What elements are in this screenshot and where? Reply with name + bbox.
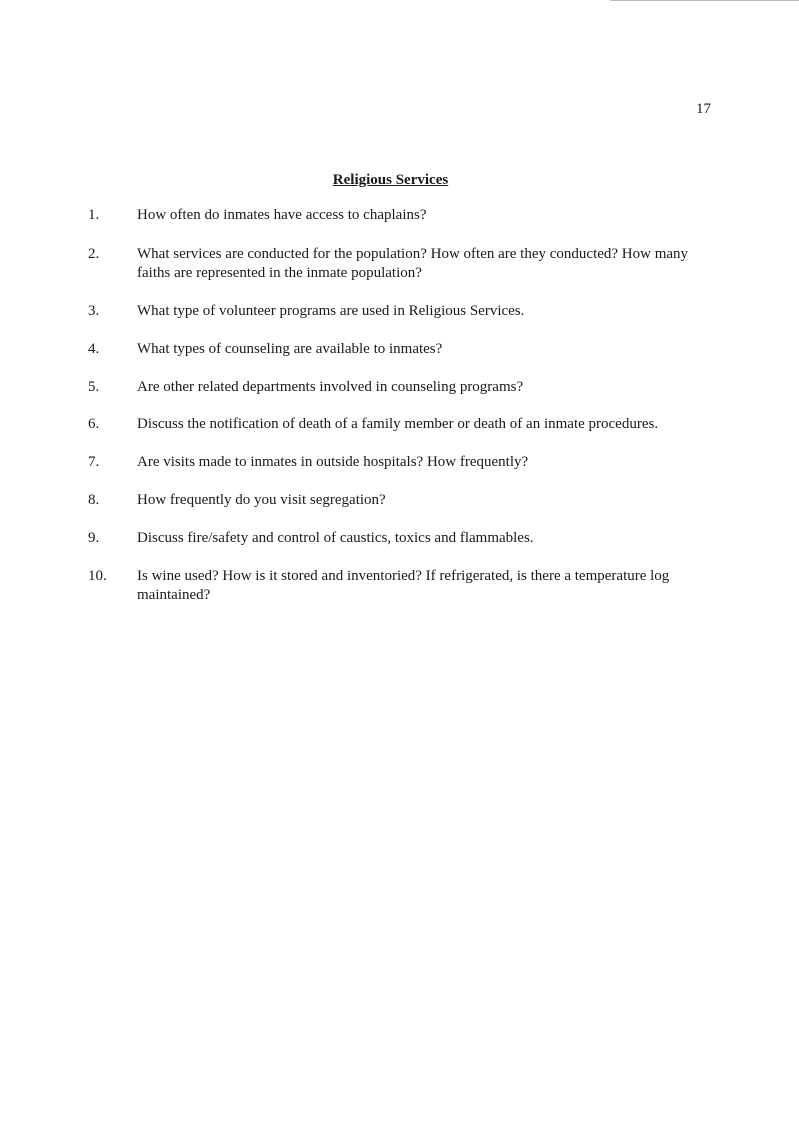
- question-number: 5.: [88, 379, 100, 395]
- question-text: Discuss fire/safety and control of caustics, toxics and flammables.: [137, 530, 534, 546]
- question-number: 1.: [88, 207, 100, 223]
- question-number: 9.: [88, 530, 100, 546]
- question-text: What type of volunteer programs are used in Religious Services.: [137, 303, 525, 319]
- section-title: Religious Services: [332, 172, 449, 188]
- scan-edge-line: [610, 0, 799, 1]
- question-text: Discuss the notification of death of a family member or death of an inmate procedures.: [137, 416, 659, 432]
- page-number: 17: [696, 101, 711, 117]
- question-number: 4.: [88, 341, 100, 357]
- question-number: 2.: [88, 246, 100, 262]
- question-text: What services are conducted for the population? How often are they conducted? How many faiths are represented in the inmate population?: [137, 246, 689, 281]
- question-text: Are other related departments involved in counseling programs?: [137, 379, 524, 395]
- question-text: Is wine used? How is it stored and inventoried? If refrigerated, is there a temperature log maintained?: [137, 568, 670, 603]
- question-text: Are visits made to inmates in outside hospitals? How frequently?: [137, 454, 529, 470]
- question-text: How frequently do you visit segregation?: [137, 492, 386, 508]
- question-number: 7.: [88, 454, 100, 470]
- question-number: 10.: [88, 568, 107, 584]
- question-text: How often do inmates have access to chaplains?: [137, 207, 427, 223]
- question-number: 3.: [88, 303, 100, 319]
- question-number: 8.: [88, 492, 100, 508]
- question-text: What types of counseling are available to inmates?: [137, 341, 443, 357]
- question-number: 6.: [88, 416, 100, 432]
